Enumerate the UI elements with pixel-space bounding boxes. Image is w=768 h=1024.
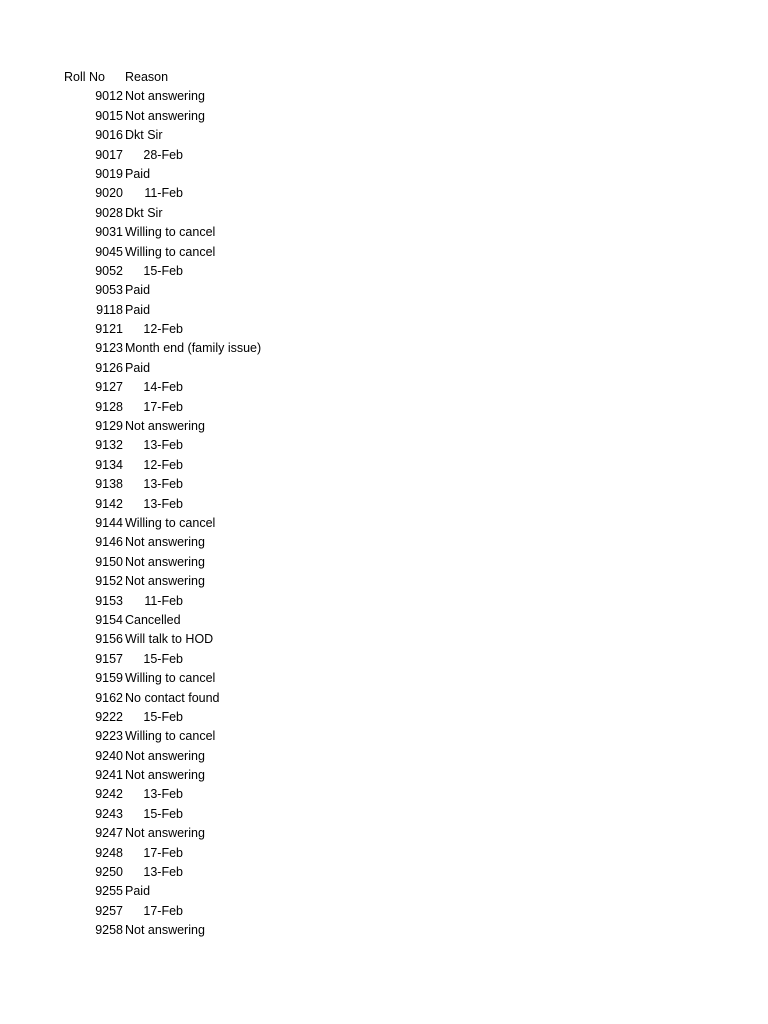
roll-no-cell: 9020 [95,186,123,201]
roll-no-cell: 9015 [95,108,123,123]
table-row [64,572,724,591]
table-row [64,359,724,378]
table-row [64,126,724,145]
roll-no-cell: 9123 [95,341,123,356]
table-row [64,417,724,436]
table-row [64,378,724,397]
reason-cell: Not answering [125,108,205,123]
reason-cell: 13-Feb [143,787,183,802]
reason-cell: 17-Feb [143,845,183,860]
table-row [64,805,724,824]
reason-cell: Willing to cancel [125,244,216,259]
table-row [64,301,724,320]
roll-no-cell: 9156 [95,632,123,647]
roll-no-cell: 9012 [95,89,123,104]
reason-cell: Willing to cancel [125,671,216,686]
table-row [64,184,724,203]
reason-cell: 17-Feb [143,903,183,918]
table-row [64,320,724,339]
table-row [64,165,724,184]
roll-no-cell: 9127 [95,380,123,395]
roll-no-cell: 9019 [95,166,123,181]
reason-cell: 15-Feb [143,806,183,821]
roll-no-cell: 9144 [95,515,123,530]
reason-cell: Cancelled [125,612,181,627]
reason-cell: 13-Feb [143,438,183,453]
roll-no-cell: 9154 [95,612,123,627]
roll-no-cell: 9121 [95,322,123,337]
reason-cell: Dkt Sir [125,205,163,220]
roll-no-cell: 9126 [95,360,123,375]
table-row [64,398,724,417]
reason-cell: Not answering [125,748,205,763]
roll-no-cell: 9031 [95,225,123,240]
roll-no-cell: 9045 [95,244,123,259]
reason-cell: Paid [125,166,151,181]
roll-no-cell: 9153 [95,593,123,608]
reason-cell: Not answering [125,768,205,783]
roll-no-cell: 9243 [95,806,123,821]
reason-cell: 28-Feb [143,147,183,162]
roll-no-cell: 9152 [95,574,123,589]
reason-cell: 15-Feb [143,263,183,278]
table-row [64,475,724,494]
header-reason: Reason [125,70,169,84]
reason-cell: No contact found [125,690,220,705]
table-row [64,650,724,669]
roll-no-cell: 9250 [95,865,123,880]
reason-cell: Month end (family issue) [125,341,262,356]
reason-cell: Not answering [125,419,205,434]
roll-no-cell: 9150 [95,554,123,569]
roll-no-cell: 9159 [95,671,123,686]
roll-no-cell: 9247 [95,826,123,841]
roll-no-cell: 9248 [95,845,123,860]
table-row [64,611,724,630]
table-row [64,87,724,106]
reason-cell: Will talk to HOD [125,632,214,647]
reason-cell: 13-Feb [143,865,183,880]
reason-cell: Not answering [125,923,205,938]
reason-cell: Paid [125,302,151,317]
roll-no-cell: 9132 [95,438,123,453]
roll-no-cell: 9017 [95,147,123,162]
table-row [64,592,724,611]
reason-cell: 11-Feb [144,593,183,608]
table-row [64,921,724,940]
roll-no-cell: 9146 [95,535,123,550]
table-row [64,824,724,843]
table-row [64,863,724,882]
roll-no-cell: 9142 [95,496,123,511]
roll-no-cell: 9257 [95,903,123,918]
roll-no-cell: 9240 [95,748,123,763]
reason-cell: Not answering [125,826,205,841]
table-row [64,107,724,126]
table-row [64,902,724,921]
roll-no-cell: 9255 [95,884,123,899]
table-body [64,87,724,940]
reason-cell: 13-Feb [143,477,183,492]
table-row [64,339,724,358]
table-row [64,669,724,688]
reason-cell: Not answering [125,554,205,569]
table-row [64,281,724,300]
roll-no-cell: 9222 [95,709,123,724]
header-row [64,68,724,87]
roll-no-cell: 9258 [95,923,123,938]
table-row [64,223,724,242]
spreadsheet-table [64,68,724,941]
table-row [64,689,724,708]
table-row [64,514,724,533]
table-row [64,495,724,514]
table-row [64,456,724,475]
roll-no-cell: 9028 [95,205,123,220]
reason-cell: Not answering [125,574,205,589]
roll-no-cell: 9223 [95,729,123,744]
roll-no-cell: 9241 [95,768,123,783]
table-row [64,747,724,766]
roll-no-cell: 9162 [95,690,123,705]
roll-no-cell: 9138 [95,477,123,492]
reason-cell: Paid [125,884,151,899]
table-row [64,533,724,552]
reason-cell: 14-Feb [143,380,183,395]
roll-no-cell: 9129 [95,419,123,434]
reason-cell: Dkt Sir [125,128,163,143]
roll-no-cell: 9053 [95,283,123,298]
header-roll-no: Roll No [64,70,105,84]
reason-cell: 12-Feb [143,457,183,472]
reason-cell: 15-Feb [143,651,183,666]
table-row [64,766,724,785]
table-row [64,204,724,223]
table-row [64,630,724,649]
reason-cell: Paid [125,283,151,298]
reason-cell: 13-Feb [143,496,183,511]
reason-cell: Willing to cancel [125,225,216,240]
roll-no-cell: 9134 [95,457,123,472]
table-row [64,553,724,572]
reason-cell: Not answering [125,89,205,104]
reason-cell: 17-Feb [143,399,183,414]
table-row [64,708,724,727]
reason-cell: Paid [125,360,151,375]
table-row [64,785,724,804]
reason-cell: Willing to cancel [125,515,216,530]
table-row [64,727,724,746]
reason-cell: 15-Feb [143,709,183,724]
roll-no-cell: 9157 [95,651,123,666]
reason-cell: Willing to cancel [125,729,216,744]
reason-cell: Not answering [125,535,205,550]
reason-cell: 12-Feb [143,322,183,337]
table-row [64,262,724,281]
table-row [64,243,724,262]
roll-no-cell: 9016 [95,128,123,143]
table-row [64,882,724,901]
roll-no-cell: 9128 [95,399,123,414]
table-row [64,436,724,455]
table-row [64,146,724,165]
roll-no-cell: 9052 [95,263,123,278]
table-row [64,844,724,863]
roll-no-cell: 9242 [95,787,123,802]
reason-cell: 11-Feb [144,186,183,201]
roll-no-cell: 9118 [96,302,123,317]
